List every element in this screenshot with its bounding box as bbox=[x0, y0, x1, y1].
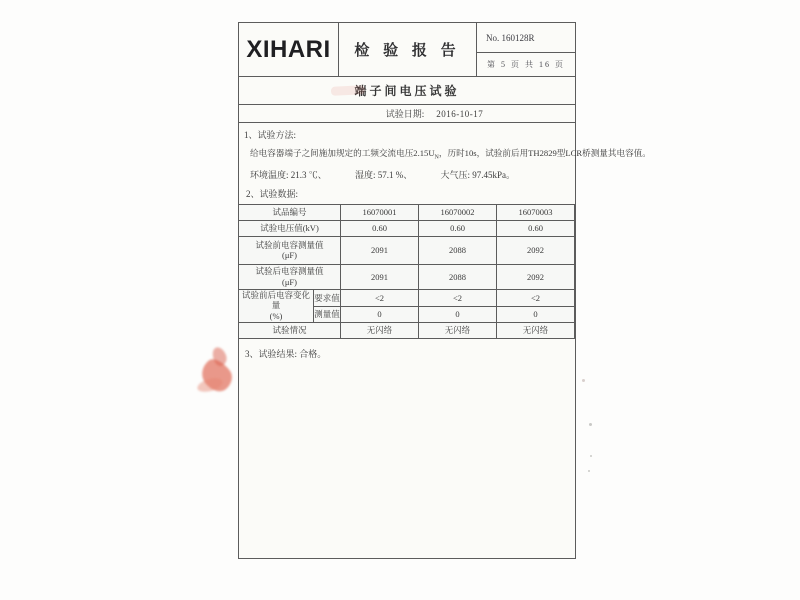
scan-artifact-dot bbox=[582, 379, 585, 382]
sub-row-label: 要求值 bbox=[314, 289, 341, 306]
scan-artifact-dot bbox=[590, 455, 592, 457]
method-description bbox=[250, 147, 651, 161]
table-cell: 16070003 bbox=[497, 204, 575, 220]
section-title: 端子间电压试验 bbox=[354, 84, 460, 98]
table-cell: 2091 bbox=[341, 236, 419, 264]
table-cell: 无闪络 bbox=[341, 322, 419, 338]
table-cell: 无闪络 bbox=[497, 322, 575, 338]
table-cell: 2092 bbox=[497, 264, 575, 289]
test-date-value: 2016-10-17 bbox=[436, 108, 484, 119]
row-label-unit: (%) bbox=[269, 310, 283, 321]
row-label-text: 试验后电容测量值 bbox=[255, 266, 324, 277]
stamp-bleed-mark bbox=[331, 85, 365, 96]
row-label bbox=[239, 236, 341, 264]
test-date-row bbox=[239, 105, 575, 123]
test-date-label: 试验日期: bbox=[385, 109, 425, 119]
row-label: 试验情况 bbox=[239, 322, 341, 338]
table-row-capacitance-after bbox=[239, 264, 575, 289]
table-cell: 2092 bbox=[497, 236, 575, 264]
environment-conditions bbox=[250, 168, 575, 181]
row-label-unit: (μF) bbox=[282, 276, 297, 287]
row-label: 试品编号 bbox=[239, 204, 341, 220]
xihari-logo: XIHARI bbox=[246, 35, 331, 63]
table-cell: 0.60 bbox=[341, 220, 419, 236]
report-title-cell bbox=[339, 23, 477, 76]
report-title: 检 验 报 告 bbox=[354, 43, 461, 59]
table-cell: 16070001 bbox=[341, 204, 419, 220]
method-text-pre: 给电容器端子之间施加规定的工频交流电压2.15U bbox=[250, 148, 435, 158]
test-result: 3、试验结果: 合格。 bbox=[245, 348, 327, 359]
report-number: No. 160128R bbox=[477, 23, 575, 53]
row-label bbox=[239, 289, 314, 322]
row-label-text: 试验前后电容变化量 bbox=[241, 289, 310, 311]
table-cell: <2 bbox=[419, 289, 497, 306]
table-cell: 0.60 bbox=[497, 220, 575, 236]
method-heading: 1、试验方法: bbox=[244, 130, 297, 140]
table-cell: 0 bbox=[341, 306, 419, 322]
row-label bbox=[239, 264, 341, 289]
ambient-temperature: 环境温度: 21.3 ℃、 bbox=[250, 169, 327, 180]
table-cell: 2091 bbox=[341, 264, 419, 289]
atmospheric-pressure: 大气压: 97.45kPa。 bbox=[440, 169, 516, 180]
table-cell: 2088 bbox=[419, 236, 497, 264]
table-row-test-voltage bbox=[239, 220, 575, 236]
report-header bbox=[239, 23, 575, 77]
table-row-change-required bbox=[239, 289, 575, 306]
row-label: 试验电压值(kV) bbox=[239, 220, 341, 236]
table-cell: <2 bbox=[497, 289, 575, 306]
test-data-table bbox=[238, 204, 575, 339]
report-body bbox=[239, 123, 651, 558]
logo-cell bbox=[239, 23, 339, 76]
voltage-subscript: N bbox=[434, 154, 439, 161]
table-cell: 16070002 bbox=[419, 204, 497, 220]
table-row-sample-number bbox=[239, 204, 575, 220]
table-cell: 0 bbox=[419, 306, 497, 322]
section-title-row bbox=[239, 77, 575, 105]
table-cell: 0.60 bbox=[419, 220, 497, 236]
method-text-post: ，历时10s，试验前后用TH2829型LCR桥测量其电容值。 bbox=[438, 148, 651, 158]
scan-artifact-dot bbox=[588, 470, 590, 472]
table-cell: 无闪络 bbox=[419, 322, 497, 338]
row-label-unit: (μF) bbox=[282, 250, 297, 261]
data-section-heading: 2、试验数据: bbox=[246, 188, 299, 199]
table-row-capacitance-before bbox=[239, 236, 575, 264]
scan-artifact-dot bbox=[589, 423, 592, 426]
report-number-cell bbox=[477, 23, 575, 76]
page-info: 第 5 页 共 16 页 bbox=[487, 60, 565, 69]
sub-row-label: 测量值 bbox=[314, 306, 341, 322]
row-label-text: 试验前电容测量值 bbox=[255, 239, 324, 250]
table-cell: <2 bbox=[341, 289, 419, 306]
table-cell: 0 bbox=[497, 306, 575, 322]
red-ink-smudge bbox=[191, 345, 243, 401]
table-row-test-condition bbox=[239, 322, 575, 338]
document-frame bbox=[238, 22, 651, 559]
humidity: 湿度: 57.1 %、 bbox=[355, 169, 413, 180]
table-cell: 2088 bbox=[419, 264, 497, 289]
